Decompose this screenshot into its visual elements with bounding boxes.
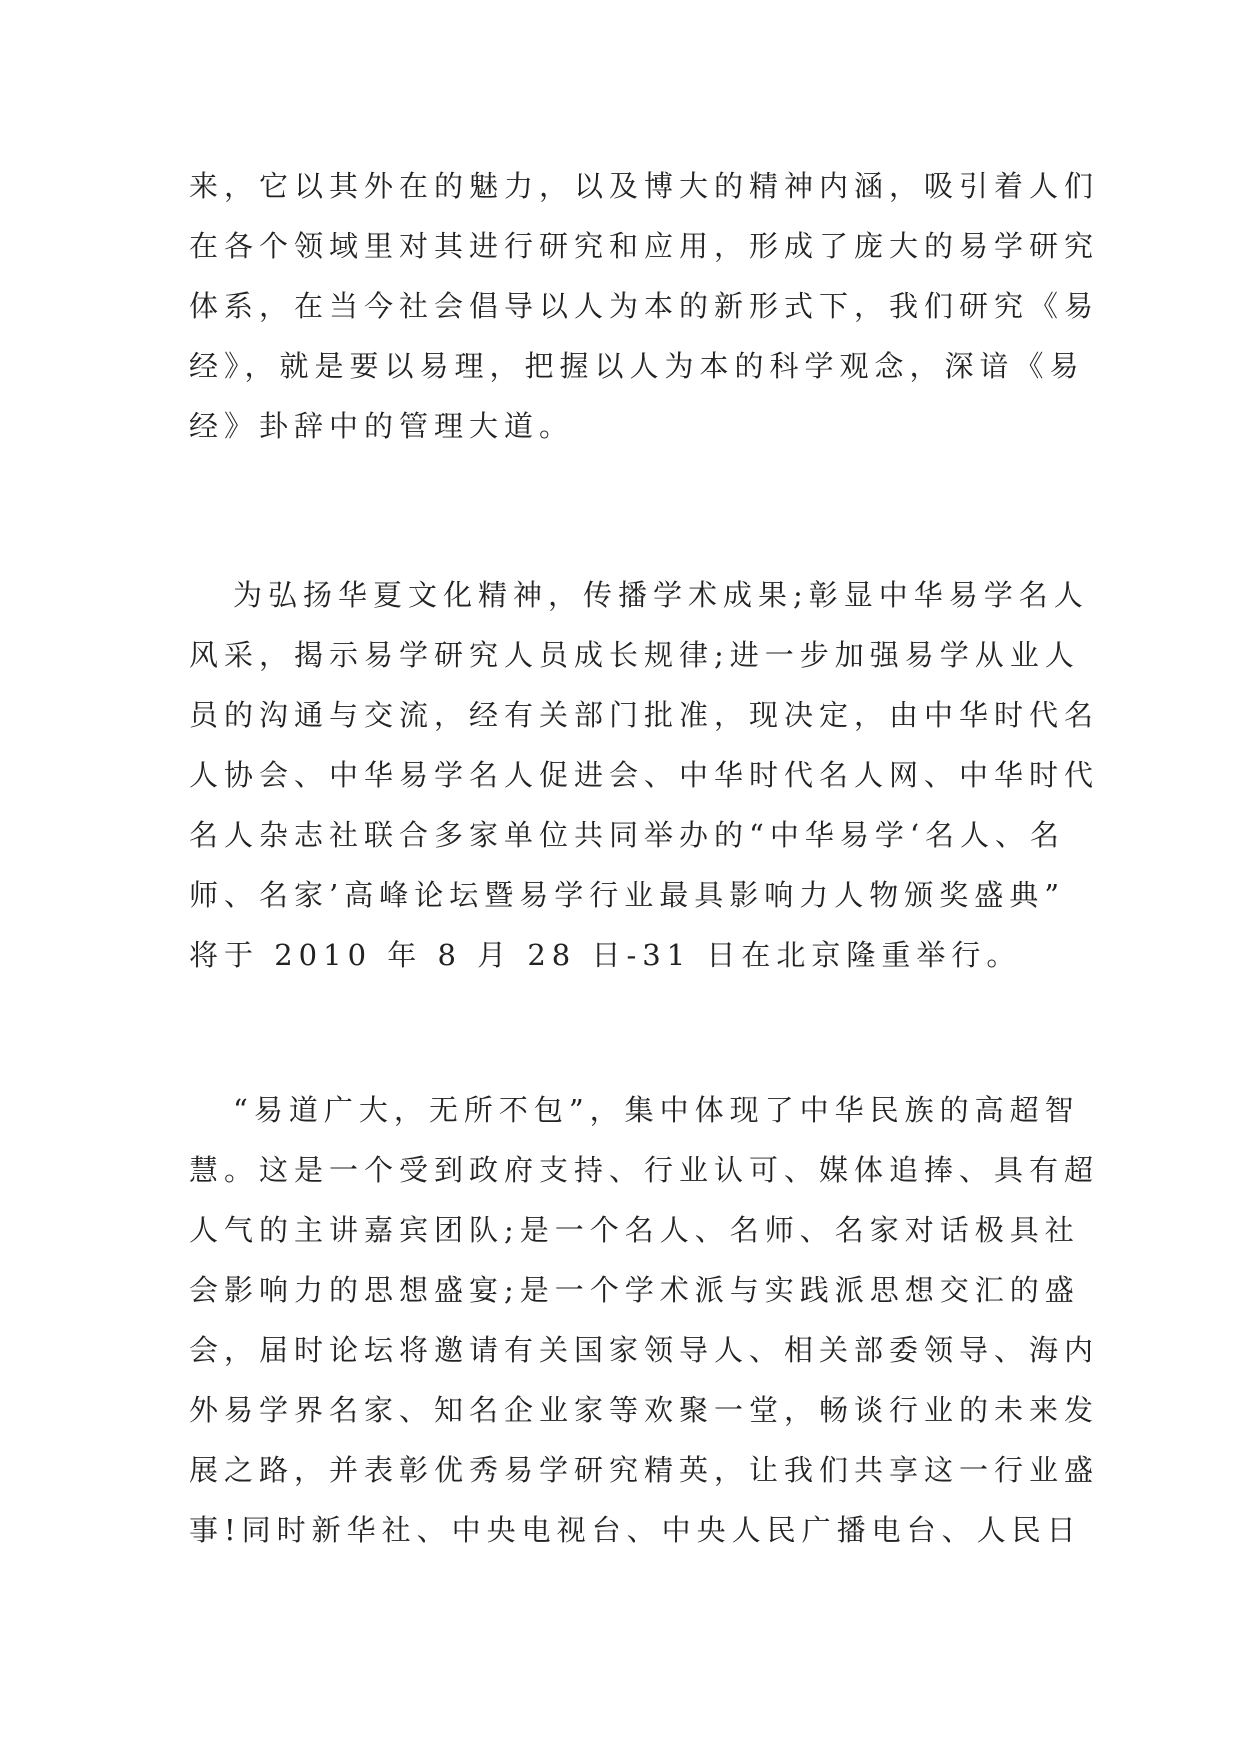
paragraph-1 (189, 156, 1100, 456)
text-line: 会，届时论坛将邀请有关国家领导人、相关部委领导、海内 (189, 1333, 1100, 1367)
text-line: 经》，就是要以易理，把握以人为本的科学观念，深谙《易 (189, 349, 1085, 383)
text-line: 人协会、中华易学名人促进会、中华时代名人网、中华时代 (189, 758, 1100, 792)
text-line: 展之路，并表彰优秀易学研究精英，让我们共享这一行业盛 (189, 1453, 1100, 1487)
text-line: 事!同时新华社、中央电视台、中央人民广播电台、人民日 (189, 1513, 1082, 1547)
text-line: 体系，在当今社会倡导以人为本的新形式下，我们研究《易 (189, 289, 1100, 323)
text-line: 慧。这是一个受到政府支持、行业认可、媒体追捧、具有超 (189, 1153, 1100, 1187)
text-line: 在各个领域里对其进行研究和应用，形成了庞大的易学研究 (189, 229, 1100, 263)
text-line: 风采，揭示易学研究人员成长规律;进一步加强易学从业人 (189, 638, 1080, 672)
text-line: 人气的主讲嘉宾团队;是一个名人、名师、名家对话极具社 (189, 1213, 1080, 1247)
text-line: 经》卦辞中的管理大道。 (189, 409, 575, 443)
text-line: 外易学界名家、知名企业家等欢聚一堂，畅谈行业的未来发 (189, 1393, 1100, 1427)
text-line: 会影响力的思想盛宴;是一个学术派与实践派思想交汇的盛 (189, 1273, 1080, 1307)
text-line: 将于 2010 年 8 月 28 日-31 日在北京隆重举行。 (189, 938, 1022, 972)
text-line: 来，它以其外在的魅力，以及博大的精神内涵，吸引着人们 (189, 169, 1100, 203)
text-line: 员的沟通与交流，经有关部门批准，现决定，由中华时代名 (189, 698, 1100, 732)
text-line: “易道广大，无所不包”，集中体现了中华民族的高超智 (233, 1093, 1080, 1127)
paragraph-3 (189, 1080, 1100, 1560)
text-line: 为弘扬华夏文化精神，传播学术成果;彰显中华易学名人 (233, 578, 1089, 612)
text-line: 名人杂志社联合多家单位共同举办的“中华易学‘名人、名 (189, 818, 1066, 852)
paragraph-2 (189, 565, 1100, 985)
text-line: 师、名家’高峰论坛暨易学行业最具影响力人物颁奖盛典” (189, 878, 1066, 912)
